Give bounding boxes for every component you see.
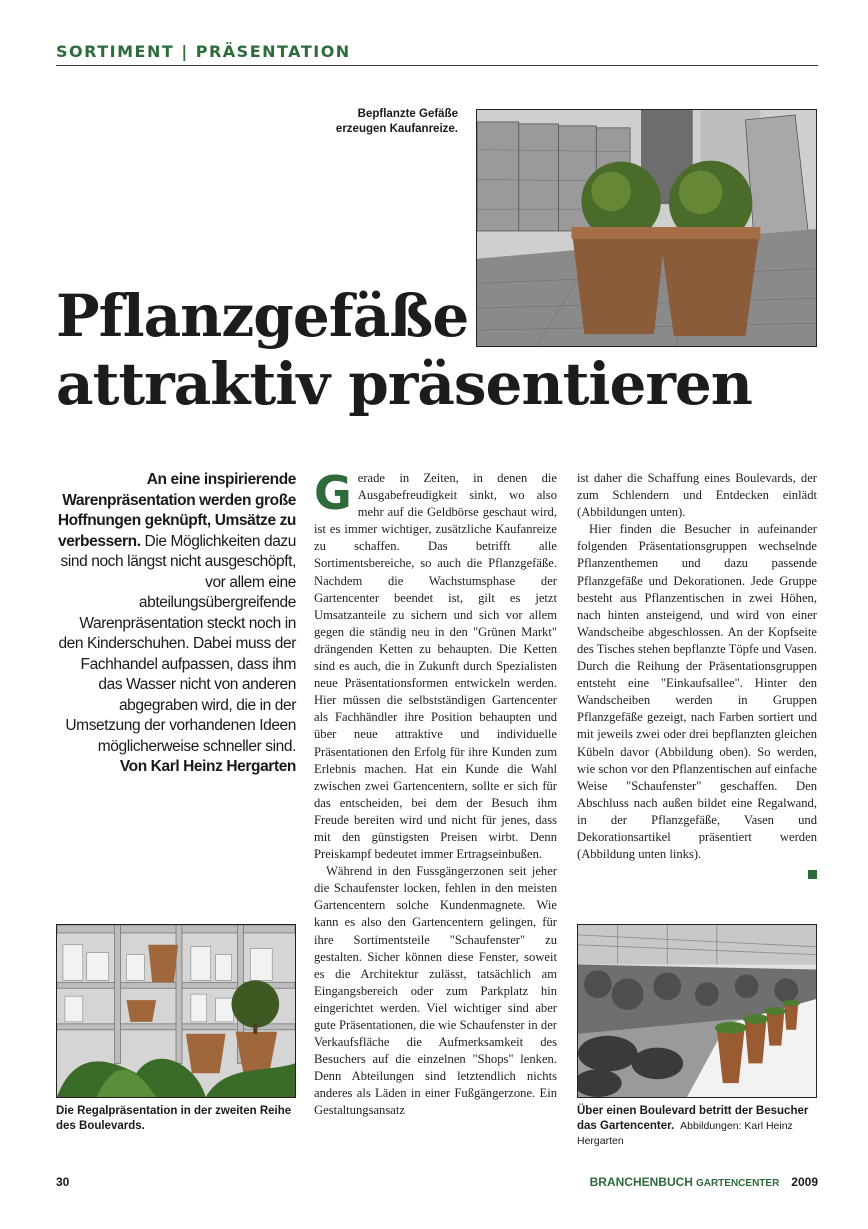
top-caption-line2: erzeugen Kaufanreize. bbox=[335, 123, 458, 135]
teaser-body: Die Möglichkeiten dazu sind noch längst nicht ausgeschöpft, vor allem eine abteilungsübergreifende Warenpräsentation steckt noch in den Kinderschuhen. Dabei muss der Fachhandel aufpassen, dass ihm das Wasser nicht von anderen abgegraben wird, die in der Umsetzung der vorhandenen Ideen möglicherweise schneller sind. bbox=[58, 532, 296, 755]
teaser bbox=[56, 470, 296, 778]
brand-main: BRANCHENBUCH bbox=[589, 1175, 693, 1189]
bottom-right-caption-text: Über einen Boulevard betritt der Besucher das Gartencenter. bbox=[577, 1105, 809, 1132]
headline-line1: Pflanzgefäße bbox=[56, 282, 469, 350]
teaser-lead: An eine inspirierende Warenpräsentation werden große Hoffnungen geknüpft, Umsätze zu verbessern. bbox=[57, 471, 296, 550]
end-of-article-square-icon bbox=[808, 870, 817, 879]
article-column-1 bbox=[314, 466, 557, 1120]
drop-cap: G bbox=[314, 466, 352, 520]
photo-shelf-display bbox=[56, 924, 296, 1098]
headline-line2: attraktiv präsentieren bbox=[56, 350, 752, 418]
top-caption-line1: Bepflanzte Gefäße bbox=[357, 108, 458, 120]
article-paragraph-1 bbox=[314, 466, 557, 863]
section-label: SORTIMENT | PRÄSENTATION bbox=[56, 42, 351, 61]
article-paragraph-2: Während in den Fussgängerzonen seit jeher die Schaufenster locken, fehlen in den meisten Gartencentern solche Kundenmagnete. Wie kann es also den Gartencentern gelingen, für ihre Sortimentsteile "Schaufenster" zu gestalten. Sicher können diese Fenster, soweit es die Architektur zulässt, tatsächlich am Eingangsbereich oder zum Parkplatz hin eingerichtet werden. Viel wichtiger sind aber gute Präsentationen, die wie Schaufenster in der Verkaufsfläche die Aufmerksamkeit des Besuchers auf die einzelnen "Shops" lenken. Denn Abteilungen sind letztendlich nichts anderes als Läden in einer Fußgängerzone. Ein Gestaltungsansatz bbox=[314, 864, 557, 1118]
article-column-2 bbox=[577, 470, 817, 884]
footer-brand bbox=[590, 1175, 818, 1189]
issue-year: 2009 bbox=[791, 1175, 818, 1189]
photo-boulevard bbox=[577, 924, 817, 1098]
author-byline: Von Karl Heinz Hergarten bbox=[119, 758, 296, 775]
bottom-left-caption: Die Regalpräsentation in der zweiten Reihe des Boulevards. bbox=[56, 1105, 292, 1132]
article-paragraph-3: ist daher die Schaffung eines Boulevards, der zum Schlendern und Entdecken einlädt (Abbildungen unten). bbox=[577, 471, 817, 520]
top-photo-caption bbox=[300, 107, 458, 137]
section-header bbox=[56, 40, 818, 66]
page-number: 30 bbox=[56, 1175, 70, 1189]
headline bbox=[56, 282, 816, 418]
brand-sub: GARTENCENTER bbox=[695, 1178, 780, 1189]
paragraph-1-text: erade in Zeiten, in denen die Ausgabefreudigkeit sinkt, wo also mehr auf die Geldbörse geschaut wird, ist es immer wichtiger, zusätzliche Kaufanreize zu schaffen. Das betrifft alle Sortimentsbereiche, so auch die Pflanzgefäße. Nachdem die Wachstumsphase der Gartencenter beendet ist, gilt es jetzt Umsatzanteile zu sichern und sich vor allem gegen die ständig neu in den "Grünen Markt" drängenden Ketten zu behaupten. Die Ketten sind es auch, die in Zukunft durch Spezialisten neue Präsentationsformen entwickeln werden. Hier müssen die selbstständigen Gartencenter als Fachhändler ihre Position behaupten und über neue attraktive und individuelle Präsentationen den Erfolg für ihre Kunden zum Erlebnis machen. Hat ein Kunde die Wahl zwischen zwei Gartencentern, sollte er sich für das entscheiden, bei dem der Besuch ihm Freude bereiten wird und nicht für jenes, dass mit den günstigsten Preisen wirbt. Denn Preiskampf bedeutet immer Ertragseinbußen. bbox=[314, 471, 557, 862]
photo-credit: Abbildungen: Karl Heinz Hergarten bbox=[577, 1120, 793, 1147]
article-paragraph-4: Hier finden die Besucher in aufeinander folgenden Präsentationsgruppen wechselnde Pflanzenthemen und dazu passende Pflanzgefäße und Dekorationen. Jede Gruppe besteht aus Pflanzentischen in zwei Höhen, nach hinten ansteigend, und wird von einer Wandscheibe abgeschlossen. An der Kopfseite des Tisches stehen bepflanzte Töpfe und Vasen. Durch die Reihung der Präsentationsgruppen entsteht eine "Einkaufsallee". Hinter den Wandscheiben werden in Gruppen Pflanzgefäße gezeigt, nach Farben sortiert und mit jeweils zwei oder drei bepflanzten gleichen Kübeln davor (Abbildung oben). So werden, wie schon vor den Pflanzentischen auf einfache Weise "Schaufenster" geschaffen. Den Abschluss nach außen bildet eine Regalwand, in der Pflanzgefäße, Vasen und Dekorationsartikel präsentiert werden (Abbildung unten links). bbox=[577, 522, 817, 862]
bottom-right-caption bbox=[577, 1104, 822, 1149]
